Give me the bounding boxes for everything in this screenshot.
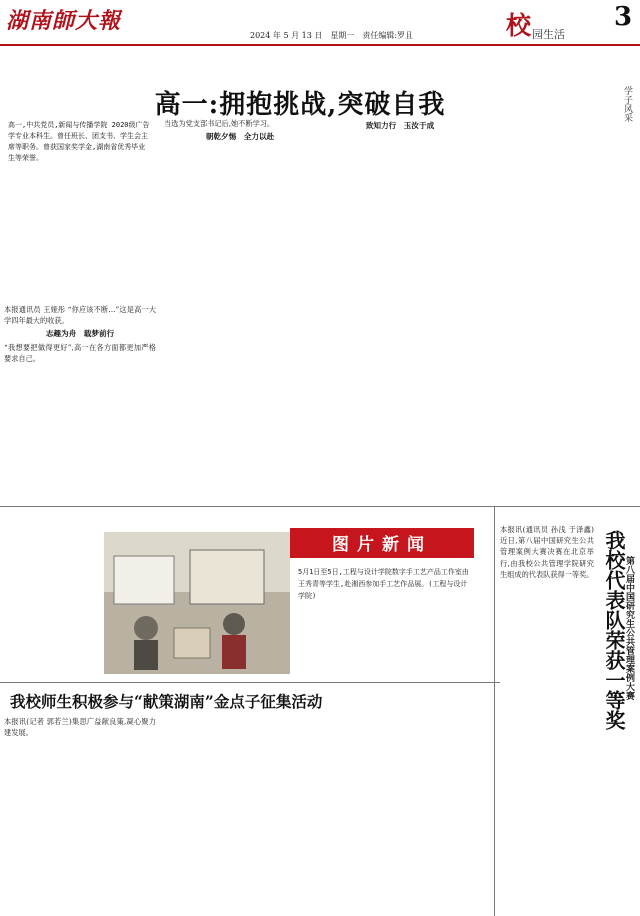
photo-news-banner-label: 图片新闻 <box>332 535 432 555</box>
photo-caption-text: 5月1日至5日,工程与设计学院数字手工艺产品工作室由王秀青等学生,赴湘西参加手工艺作品展。(工程与设计学院) <box>298 568 469 600</box>
masthead-rule <box>0 44 640 46</box>
section-divider <box>0 682 500 683</box>
article-text: 本报讯(通讯员 孙浅 于泽鑫)近日,第八届中国研究生公共管理案例大赛决赛在北京举行,由我校公共管理学院研究生组成的代表队获得一等奖。 <box>500 525 594 579</box>
news-photo <box>104 532 290 674</box>
article-subhead: 朝乾夕惕 全力以赴 <box>205 132 275 142</box>
newspaper-masthead: 湖南師大報 <box>6 8 122 34</box>
column-divider <box>494 506 495 916</box>
article-headline: 我校代表队荣获一等奖 <box>602 530 626 730</box>
article-column <box>500 524 594 914</box>
section-title: 校 <box>506 11 532 40</box>
section-divider <box>0 506 640 507</box>
section-subtitle: 园生活 <box>532 28 565 41</box>
article-subhead: 志趣为舟 载梦前行 <box>45 329 115 339</box>
article-column <box>484 118 636 498</box>
exhibition-photo-illustration <box>104 532 290 674</box>
article-subhead: 致知力行 玉汝于成 <box>365 121 435 130</box>
article-text: 本报通讯员 王娅彤 “你应该不断…”这是高一大学四年最大的收获。 <box>4 305 156 326</box>
article-column <box>324 118 476 498</box>
article-kicker: 第八届中国研究生公共管理案例大赛 <box>624 556 634 700</box>
page-number: 3 <box>614 2 633 32</box>
article-column <box>4 304 156 500</box>
issue-date-line: 2024 年 5 月 13 日 星期一 责任编辑:罗且 <box>250 31 414 40</box>
article-column <box>324 716 476 912</box>
article-headline: 高一:拥抱挑战,突破自我 <box>154 90 446 120</box>
article-text: 当选为党支部书记后,她不断学习。 <box>164 119 275 128</box>
article-text: 本报讯(记者 郭若兰)集思广益献良策,凝心聚力建发展。 <box>4 717 156 738</box>
article-column <box>4 716 156 912</box>
column-label: 学子风采 <box>622 86 632 122</box>
profile-text: 高一,中共党员,新闻与传播学院 2020级广告学专业本科生。曾任班长、团支书、学生会主席等职务。曾获国家奖学金,湖南省优秀毕业生等荣誉。 <box>8 121 150 162</box>
profile-box <box>4 118 156 302</box>
article-text: “我想要把做得更好”,高一在各方面都更加严格要求自己。 <box>4 342 156 363</box>
article-headline: 我校师生积极参与“献策湖南”金点子征集活动 <box>10 692 323 711</box>
photo-caption <box>298 566 474 602</box>
article-column <box>164 716 316 912</box>
article-column <box>164 118 316 498</box>
